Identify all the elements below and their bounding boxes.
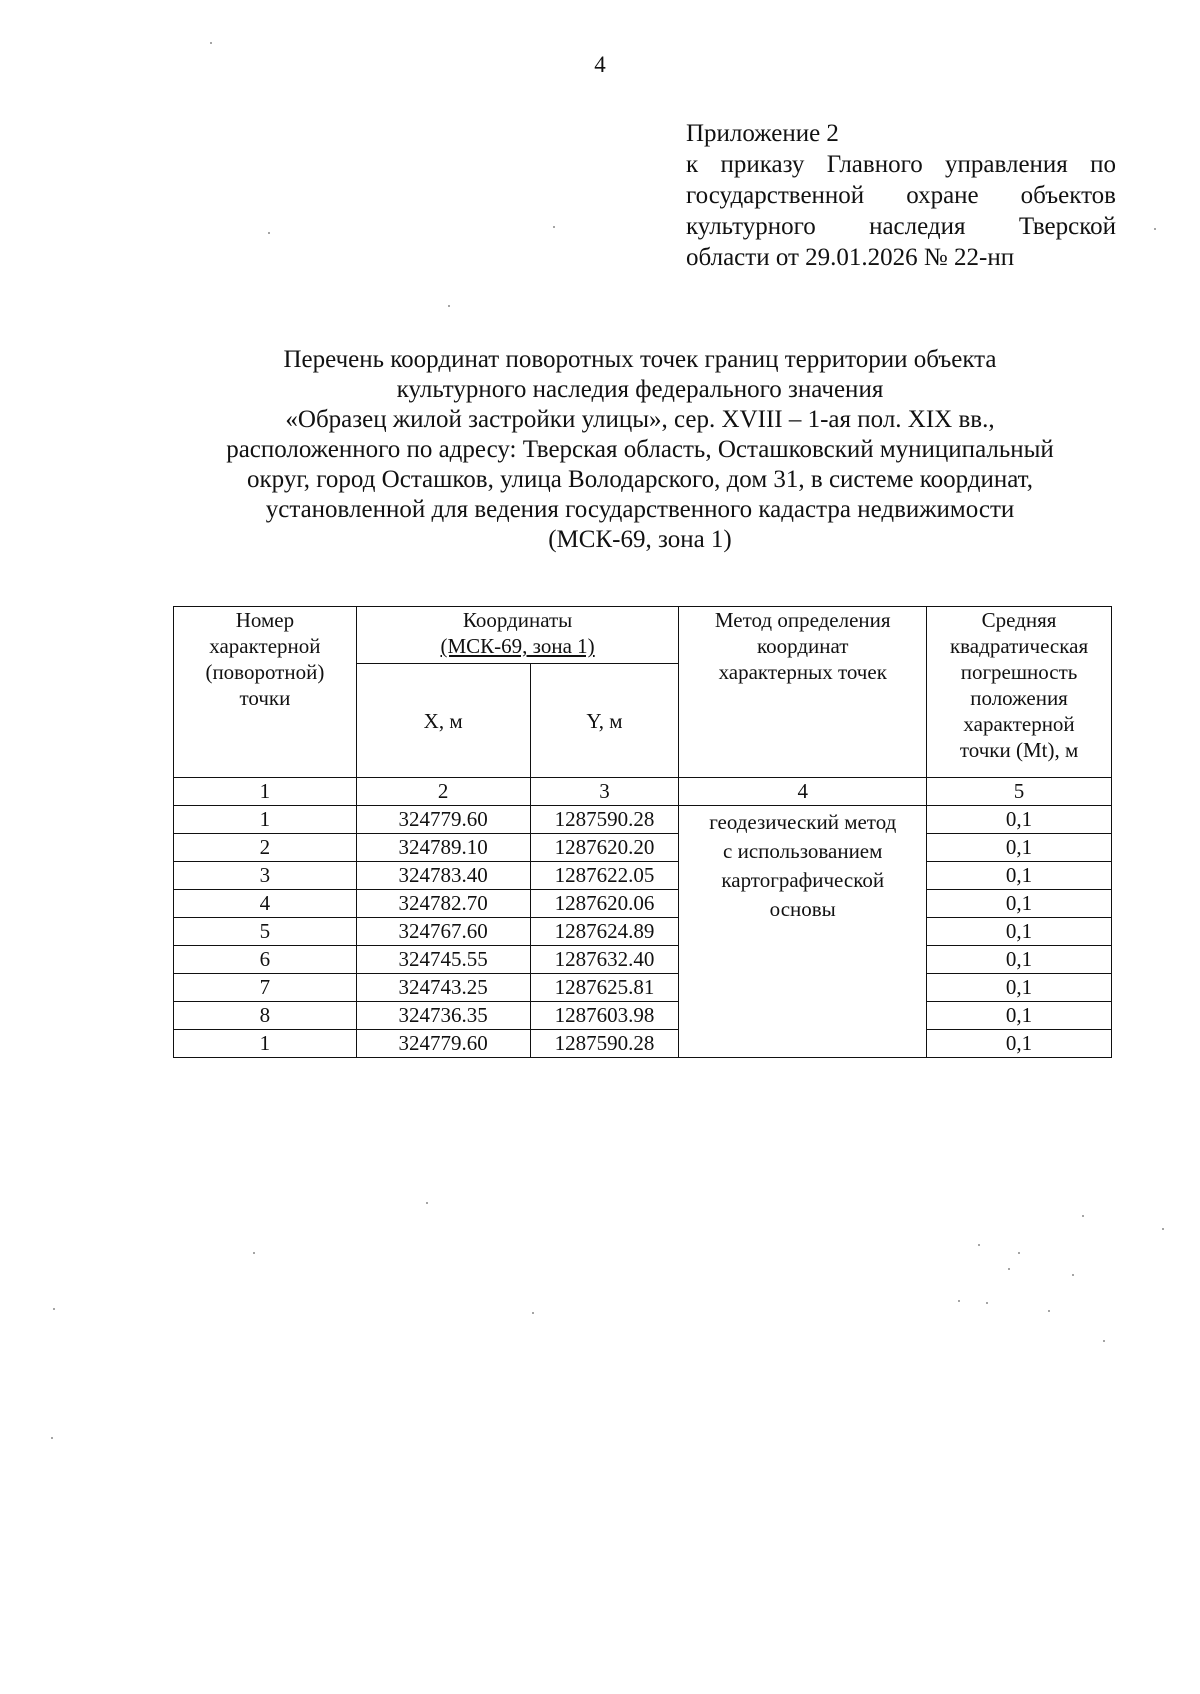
table-row (174, 806, 1112, 834)
header-text: (МСК-69, зона 1) (440, 634, 595, 658)
mean-error: 0,1 (927, 862, 1112, 890)
header-text: квадратическая (949, 634, 1089, 658)
method-text: основы (769, 897, 836, 921)
y-coordinate: 1287590.28 (530, 1030, 679, 1058)
header-text: положения (970, 686, 1068, 710)
table-row (174, 1002, 1112, 1030)
header-text: Средняя (981, 608, 1057, 632)
point-number: 1 (174, 1030, 357, 1058)
scan-speck (986, 1302, 988, 1304)
mean-error: 0,1 (927, 974, 1112, 1002)
table-row (174, 890, 1112, 918)
header-point-number (174, 607, 357, 778)
header-text: Координаты (462, 608, 573, 632)
header-text: (поворотной) (205, 660, 325, 684)
scan-speck (53, 1308, 55, 1310)
header-text: координат (756, 634, 849, 658)
table-row (174, 834, 1112, 862)
header-method (679, 607, 927, 778)
x-coordinate: 324779.60 (356, 806, 530, 834)
coordinates-table (173, 606, 1112, 1058)
scan-speck (426, 1202, 428, 1204)
title-line: округ, город Осташков, улица Володарского, дом 31, в системе координат, (247, 466, 1033, 493)
method-text: геодезический метод (709, 810, 897, 834)
header-text: Метод определения (714, 608, 891, 632)
point-number: 3 (174, 862, 357, 890)
scan-speck (1154, 228, 1156, 230)
point-number: 2 (174, 834, 357, 862)
y-coordinate: 1287632.40 (530, 946, 679, 974)
scan-speck (553, 226, 555, 228)
header-text: точки (Mt), м (959, 738, 1079, 762)
header-text: точки (239, 686, 291, 710)
mean-error: 0,1 (927, 1002, 1112, 1030)
header-text: характерных точек (718, 660, 887, 684)
x-coordinate: 324743.25 (356, 974, 530, 1002)
appendix-line: культурного наследия Тверской (686, 213, 1116, 240)
page-number: 4 (594, 52, 606, 77)
table-row (174, 1030, 1112, 1058)
point-number: 6 (174, 946, 357, 974)
y-coordinate: 1287625.81 (530, 974, 679, 1002)
appendix-note (686, 118, 1116, 273)
mean-error: 0,1 (927, 834, 1112, 862)
table-header-row (174, 607, 1112, 664)
scan-speck (958, 1300, 960, 1302)
scan-speck (1018, 1252, 1020, 1254)
scan-speck (978, 1244, 980, 1246)
method-text: с использованием (723, 839, 883, 863)
point-number: 8 (174, 1002, 357, 1030)
mean-error: 0,1 (927, 1030, 1112, 1058)
x-coordinate: 324783.40 (356, 862, 530, 890)
x-coordinate: 324767.60 (356, 918, 530, 946)
point-number: 1 (174, 806, 357, 834)
header-text: погрешность (960, 660, 1078, 684)
point-number: 4 (174, 890, 357, 918)
title-line: установленной для ведения государственного кадастра недвижимости (265, 496, 1015, 523)
y-coordinate: 1287603.98 (530, 1002, 679, 1030)
scan-speck (1048, 1310, 1050, 1312)
column-number: 4 (679, 778, 927, 806)
header-y: Y, м (530, 664, 679, 778)
header-text: характерной (963, 712, 1075, 736)
scan-speck (1162, 1228, 1164, 1230)
x-coordinate: 324745.55 (356, 946, 530, 974)
header-error (927, 607, 1112, 778)
title-line: Перечень координат поворотных точек границ территории объекта (283, 346, 997, 373)
x-coordinate: 324779.60 (356, 1030, 530, 1058)
table-row (174, 918, 1112, 946)
scan-speck (51, 1437, 53, 1439)
mean-error: 0,1 (927, 806, 1112, 834)
point-number: 7 (174, 974, 357, 1002)
scan-speck (1008, 1268, 1010, 1270)
scan-speck (253, 1252, 255, 1254)
table-row (174, 946, 1112, 974)
header-coordinates (356, 607, 679, 664)
column-number: 2 (356, 778, 530, 806)
table-row (174, 862, 1112, 890)
scan-speck (1072, 1274, 1074, 1276)
method-cell (679, 806, 927, 1058)
header-text: Номер (235, 608, 295, 632)
point-number: 5 (174, 918, 357, 946)
mean-error: 0,1 (927, 918, 1112, 946)
y-coordinate: 1287590.28 (530, 806, 679, 834)
y-coordinate: 1287624.89 (530, 918, 679, 946)
appendix-line: области от 29.01.2026 № 22-нп (686, 244, 1015, 271)
scan-speck (448, 305, 450, 307)
y-coordinate: 1287622.05 (530, 862, 679, 890)
mean-error: 0,1 (927, 890, 1112, 918)
x-coordinate: 324736.35 (356, 1002, 530, 1030)
scan-speck (268, 232, 270, 234)
header-x: X, м (356, 664, 530, 778)
title-line: (МСК-69, зона 1) (548, 526, 732, 553)
mean-error: 0,1 (927, 946, 1112, 974)
scan-speck (210, 42, 212, 44)
title-line: «Образец жилой застройки улицы», сер. XVIII – 1-ая пол. XIX вв., (285, 406, 995, 433)
document-title (150, 345, 1130, 555)
column-number: 5 (927, 778, 1112, 806)
appendix-line: Приложение 2 (686, 120, 839, 147)
column-number: 1 (174, 778, 357, 806)
y-coordinate: 1287620.20 (530, 834, 679, 862)
scan-speck (1103, 1340, 1105, 1342)
column-number: 3 (530, 778, 679, 806)
column-number-row (174, 778, 1112, 806)
scan-speck (1082, 1215, 1084, 1217)
title-line: культурного наследия федерального значения (396, 376, 884, 403)
scan-speck (532, 1312, 534, 1314)
header-text: характерной (209, 634, 321, 658)
appendix-line: государственной охране объектов (686, 182, 1116, 209)
x-coordinate: 324789.10 (356, 834, 530, 862)
title-line: расположенного по адресу: Тверская область, Осташковский муниципальный (226, 436, 1054, 463)
table-row (174, 974, 1112, 1002)
y-coordinate: 1287620.06 (530, 890, 679, 918)
appendix-line: к приказу Главного управления по (686, 151, 1116, 178)
x-coordinate: 324782.70 (356, 890, 530, 918)
method-text: картографической (721, 868, 885, 892)
